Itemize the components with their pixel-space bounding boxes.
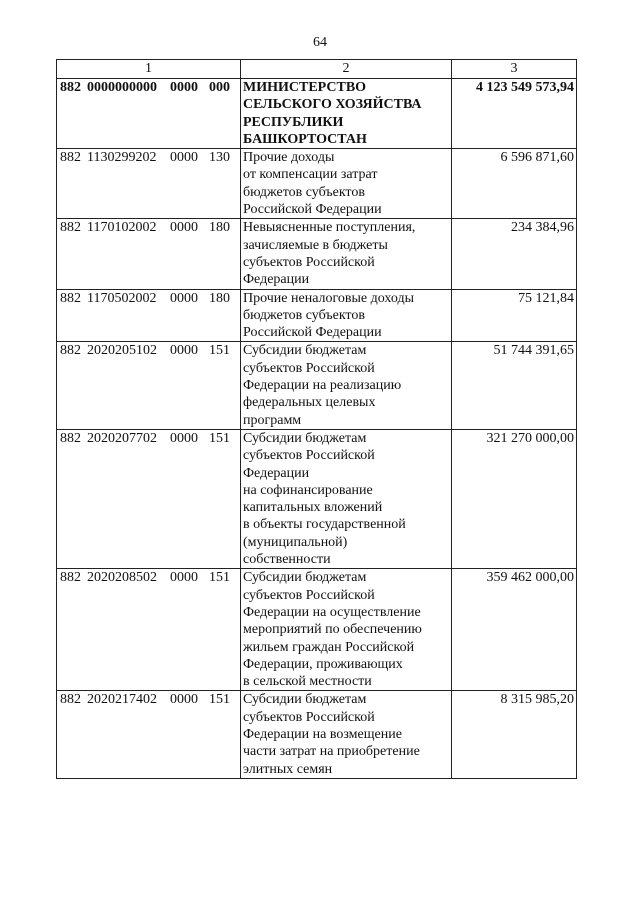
admin-code: 882 (60, 570, 81, 586)
header-row (57, 60, 577, 79)
amount: 359 462 000,00 (452, 569, 577, 691)
program-code: 0000 (170, 290, 198, 306)
table-row (57, 569, 577, 691)
revenue-name: Прочие доходы от компенсации затрат бюджетов субъектов Российской Федерации (241, 149, 452, 219)
kosgu-code: 151 (209, 570, 230, 586)
page-number: 64 (313, 35, 327, 50)
budget-class-code: 0000000000 (87, 80, 157, 95)
amount: 4 123 549 573,94 (452, 79, 577, 149)
revenue-name: Субсидии бюджетам субъектов Российской Федерации на софинансирование капитальных вложений в объекты государственной (муниципальной) собственности (241, 429, 452, 568)
table-row (57, 79, 577, 149)
column-header-3: 3 (452, 60, 577, 79)
kosgu-code: 151 (209, 692, 230, 708)
admin-code: 882 (60, 220, 81, 236)
code-cell (57, 289, 241, 342)
column-header-1: 1 (57, 60, 241, 79)
table-row (57, 149, 577, 219)
budget-class-code: 1130299202 (87, 150, 157, 166)
kosgu-code: 151 (209, 430, 230, 446)
program-code: 0000 (170, 343, 198, 359)
revenue-table (56, 59, 577, 779)
table-row (57, 429, 577, 568)
revenue-name: Субсидии бюджетам субъектов Российской Федерации на осуществление мероприятий по обеспечению жильем граждан Российской Федерации, проживающих в сельской местности (241, 569, 452, 691)
admin-code: 882 (60, 150, 81, 166)
revenue-name: Прочие неналоговые доходы бюджетов субъектов Российской Федерации (241, 289, 452, 342)
budget-class-code: 1170502002 (87, 290, 157, 306)
kosgu-code: 000 (209, 80, 230, 95)
budget-class-code: 2020208502 (87, 570, 157, 586)
revenue-name: Субсидии бюджетам субъектов Российской Федерации на возмещение части затрат на приобретение элитных семян (241, 691, 452, 778)
kosgu-code: 130 (209, 150, 230, 166)
amount: 234 384,96 (452, 219, 577, 289)
admin-code: 882 (60, 343, 81, 359)
code-cell (57, 149, 241, 219)
code-cell (57, 691, 241, 778)
revenue-name: МИНИСТЕРСТВО СЕЛЬСКОГО ХОЗЯЙСТВА РЕСПУБЛИКИ БАШКОРТОСТАН (241, 79, 452, 149)
code-cell (57, 79, 241, 149)
code-cell (57, 342, 241, 429)
budget-class-code: 2020217402 (87, 692, 157, 708)
budget-class-code: 2020205102 (87, 343, 157, 359)
program-code: 0000 (170, 80, 198, 95)
revenue-name: Субсидии бюджетам субъектов Российской Федерации на реализацию федеральных целевых программ (241, 342, 452, 429)
admin-code: 882 (60, 80, 81, 95)
code-cell (57, 219, 241, 289)
admin-code: 882 (60, 430, 81, 446)
kosgu-code: 180 (209, 290, 230, 306)
amount: 75 121,84 (452, 289, 577, 342)
budget-class-code: 1170102002 (87, 220, 157, 236)
amount: 321 270 000,00 (452, 429, 577, 568)
table-row (57, 219, 577, 289)
amount: 51 744 391,65 (452, 342, 577, 429)
table-row (57, 289, 577, 342)
kosgu-code: 180 (209, 220, 230, 236)
table-row (57, 691, 577, 778)
program-code: 0000 (170, 692, 198, 708)
program-code: 0000 (170, 150, 198, 166)
amount: 6 596 871,60 (452, 149, 577, 219)
admin-code: 882 (60, 290, 81, 306)
program-code: 0000 (170, 570, 198, 586)
program-code: 0000 (170, 430, 198, 446)
program-code: 0000 (170, 220, 198, 236)
code-cell (57, 569, 241, 691)
budget-class-code: 2020207702 (87, 430, 157, 446)
revenue-name: Невыясненные поступления, зачисляемые в бюджеты субъектов Российской Федерации (241, 219, 452, 289)
column-header-2: 2 (241, 60, 452, 79)
code-cell (57, 429, 241, 568)
amount: 8 315 985,20 (452, 691, 577, 778)
admin-code: 882 (60, 692, 81, 708)
table-row (57, 342, 577, 429)
kosgu-code: 151 (209, 343, 230, 359)
